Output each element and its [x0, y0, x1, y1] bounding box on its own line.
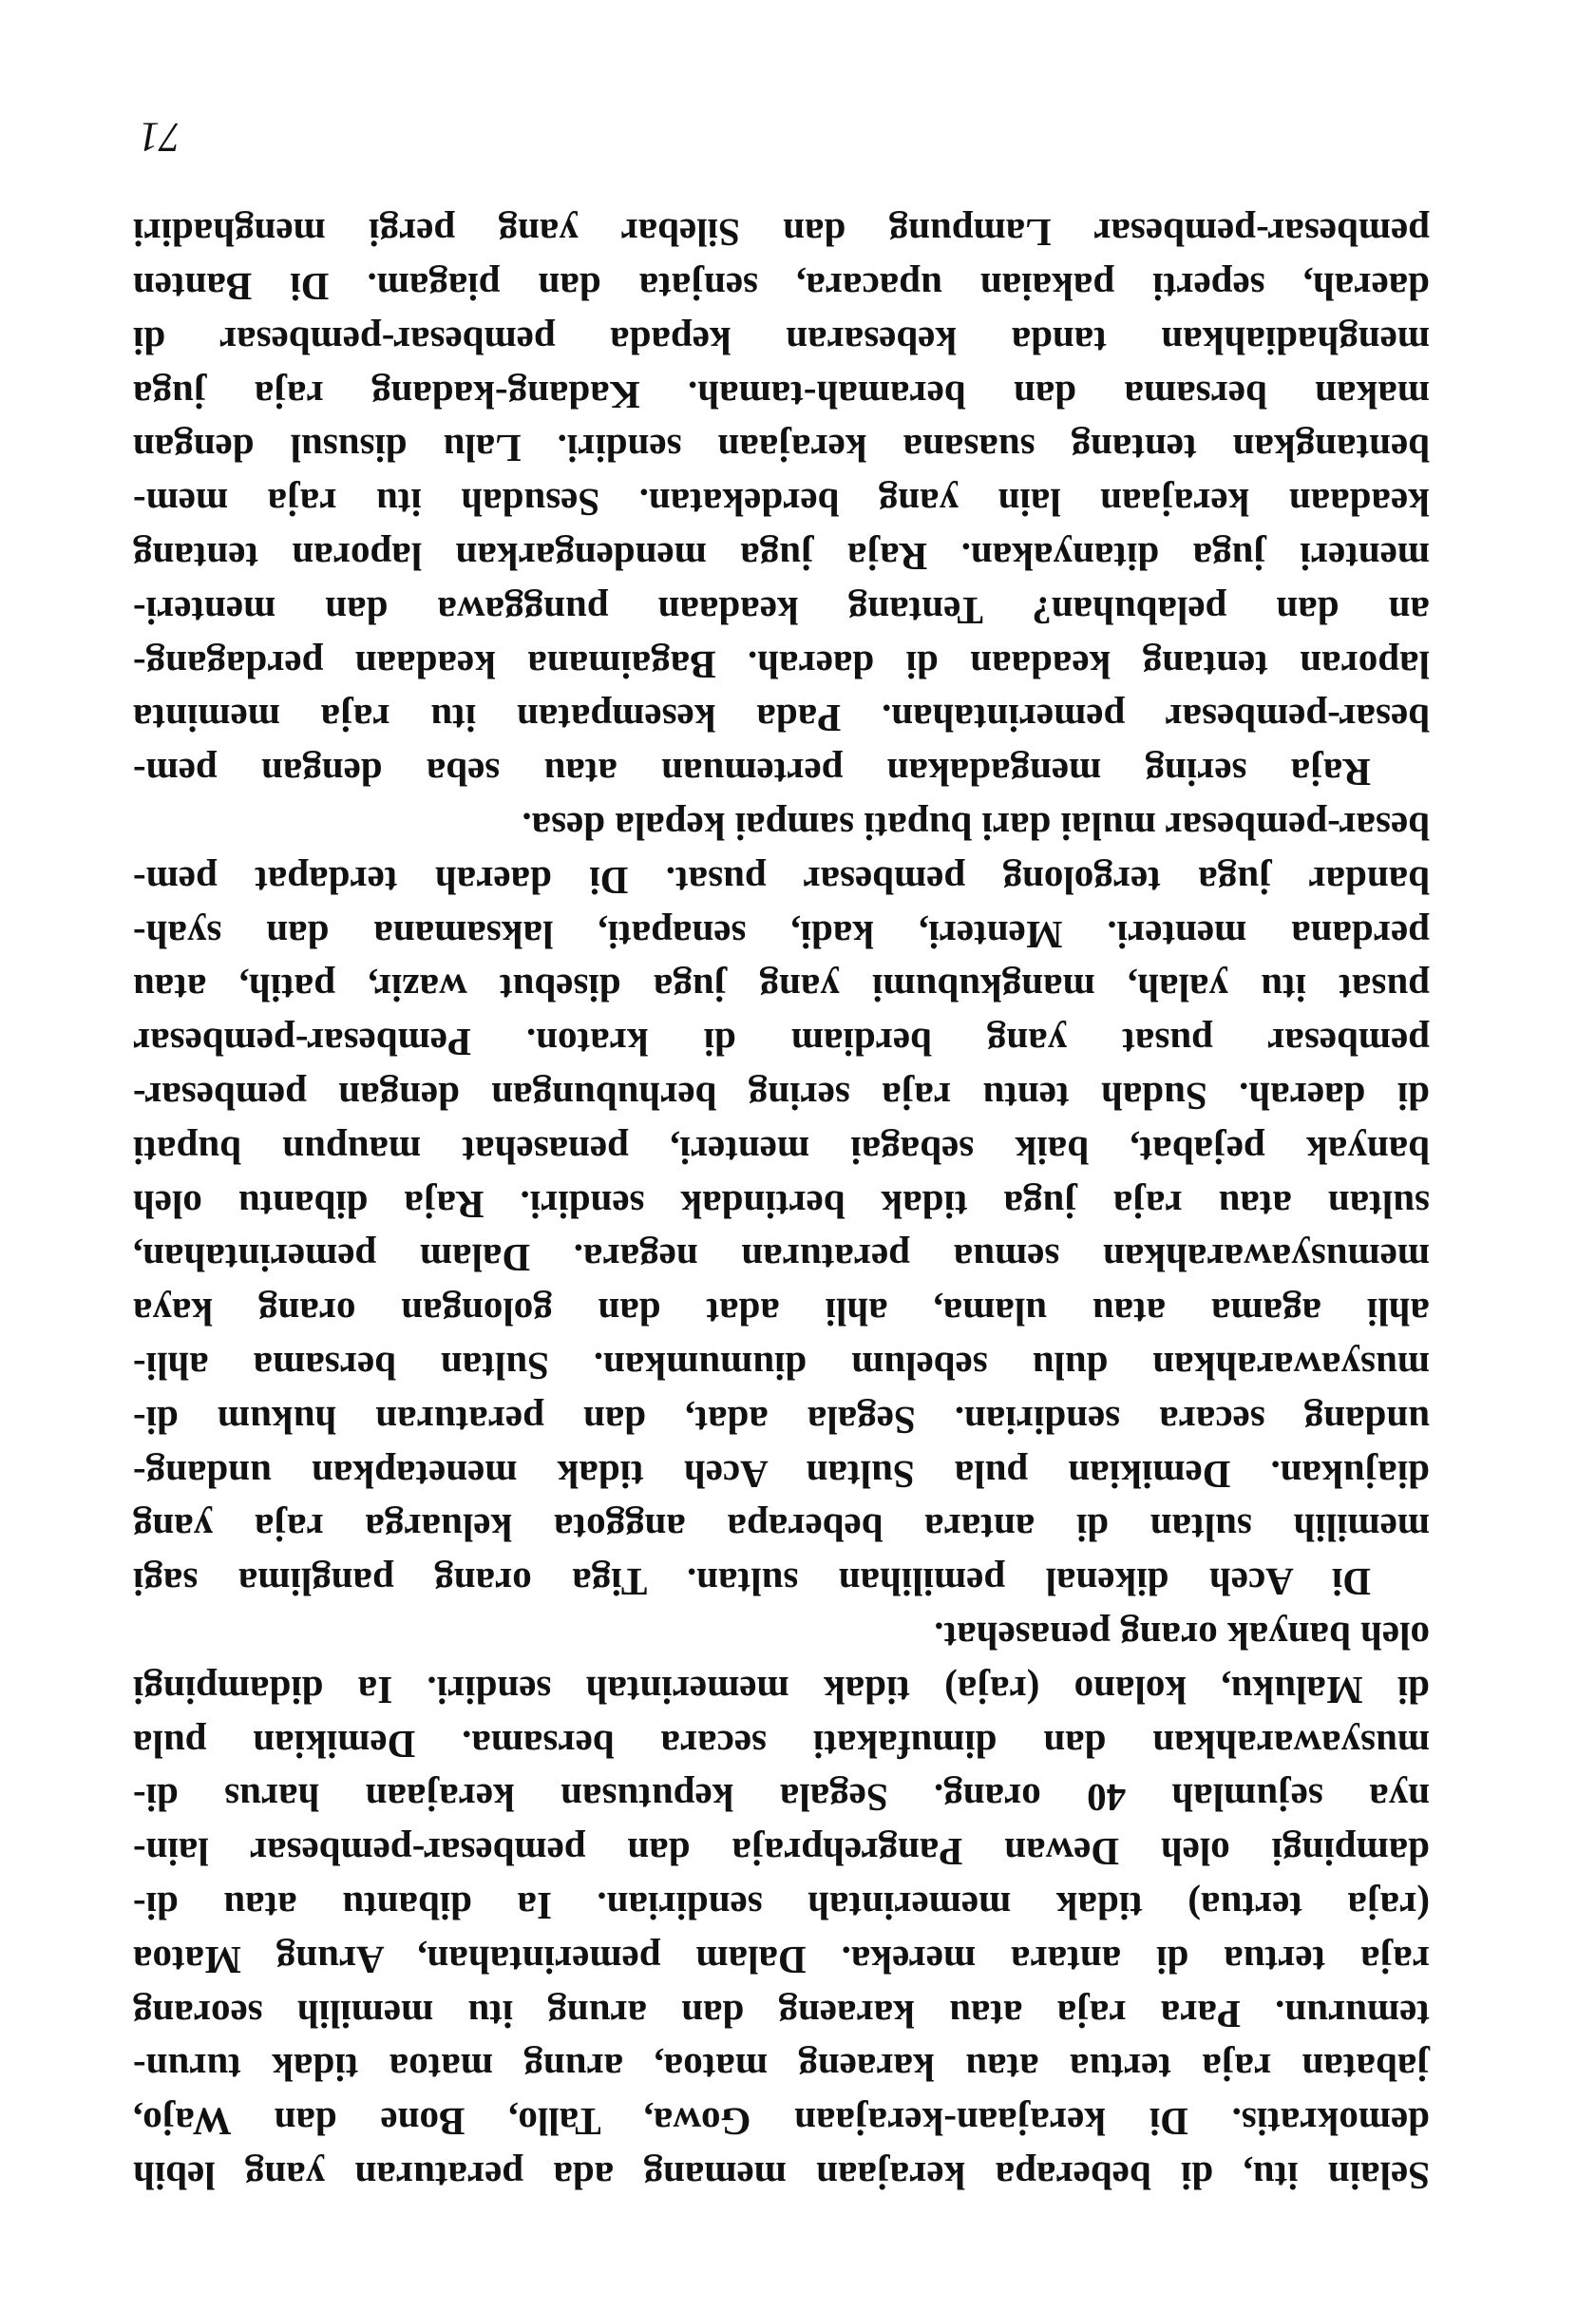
text-line: bandar juga tergolong pembesar pusat. Di daerah terdapat pem- — [133, 858, 1430, 903]
text-line: Raja sering mengadakan pertemuan atau seba dengan pem- — [133, 751, 1371, 795]
text-line: oleh banyak orang penasehat. — [934, 1614, 1430, 1659]
text-line: memusyawarahkan semua peraturan negara. Dalam pemerintahan, — [133, 1236, 1430, 1281]
text-line: nya sejumlah 40 orang. Segala keputusan kerajaan harus di- — [133, 1776, 1430, 1821]
text-line: Di Aceh dikenal pemilihan sultan. Tiga orang panglima sagi — [133, 1560, 1371, 1605]
body-text — [133, 206, 1430, 2203]
text-line: besar-pembesar pemerintahan. Pada kesempatan itu raja meminta — [133, 697, 1430, 741]
text-line: musyawarahkan dulu sebelum diumumkan. Sultan bersama ahli- — [133, 1345, 1430, 1389]
text-line: diajukan. Demikian pula Sultan Aceh tidak menetapkan undang- — [133, 1452, 1430, 1497]
page-number: 71 — [139, 114, 180, 161]
text-line: musyawarahkan dan dimufakati secara bersama. Demikian pula — [133, 1722, 1430, 1767]
text-line: undang secara sendirian. Segala adat, dan peraturan hukum di- — [133, 1398, 1430, 1442]
text-line: banyak pejabat, baik sebagai menteri, penasehat maupun bupati — [133, 1128, 1430, 1173]
text-line: menghadiahkan tanda kebesaran kepada pembesar-pembesar di — [133, 318, 1430, 363]
text-line: di Maluku, kolano (raja) tidak memerintah sendiri. Ia didampingi — [133, 1668, 1430, 1712]
text-line: laporan tentang keadaan di daerah. Bagaimana keadaan perdagang- — [133, 642, 1430, 687]
text-line: daerah, seperti pakaian upacara, senjata dan piagam. Di Banten — [133, 265, 1430, 310]
text-line: ahli agama atau ulama, ahli adat dan golongan orang kaya — [133, 1290, 1430, 1335]
text-line: bentangkan tentang suasana kerajaan sendiri. Lalu disusul dengan — [133, 427, 1430, 471]
text-line: temurun. Para raja atau karaeng dan arung itu memilih seorang — [133, 1992, 1430, 2036]
text-line: keadaan kerajaan lain yang berdekatan. Sesudah itu raja mem- — [133, 481, 1430, 525]
text-line: Selain itu, di beberapa kerajaan memang ada peraturan yang lebih — [133, 2154, 1430, 2198]
text-line: pembesar-pembesar Lampung dan Silebar yang pergi menghadiri — [133, 211, 1430, 256]
text-line: sultan atau raja juga tidak bertindak sendiri. Raja dibantu oleh — [133, 1182, 1430, 1227]
text-line: di daerah. Sudah tentu raja sering berhubungan dengan pembesar- — [133, 1075, 1430, 1119]
text-line: memilih sultan di antara beberapa anggota keluarga raja yang — [133, 1506, 1430, 1551]
text-line: menteri juga ditanyakan. Raja juga mendengarkan laporan tentang — [133, 535, 1430, 580]
text-line: pembesar pusat yang berdiam di kraton. Pembesar-pembesar — [133, 1021, 1430, 1065]
text-line: (raja tertua) tidak memerintah sendirian. Ia dibantu atau di- — [133, 1884, 1430, 1929]
text-line: an dan pelabuhan? Tentang keadaan punggawa dan menteri- — [133, 588, 1430, 633]
text-line: pusat itu yalah, mangkubumi yang juga disebut wazir, patih, atau — [133, 966, 1430, 1011]
text-line: raja tertua di antara mereka. Dalam pemerintahan, Arung Matoa — [133, 1938, 1430, 1982]
text-line: besar-pembesar mulai dari bupati sampai kepala desa. — [522, 805, 1430, 850]
text-line: demokratis. Di kerajaan-kerajaan Gowa, Tallo, Bone dan Wajo, — [133, 2100, 1430, 2145]
text-line: jabatan raja tertua atau karaeng matoa, arung matoa tidak turun- — [133, 2046, 1430, 2091]
text-line: makan bersama dan beramah-tamah. Kadang-kadang raja juga — [133, 372, 1430, 417]
text-line: dampingi oleh Dewan Pangrehpraja dan pembesar-pembesar lain- — [133, 1830, 1430, 1875]
text-line: perdana menteri. Menteri, kadi, senapati, laksamana dan syah- — [133, 912, 1430, 957]
